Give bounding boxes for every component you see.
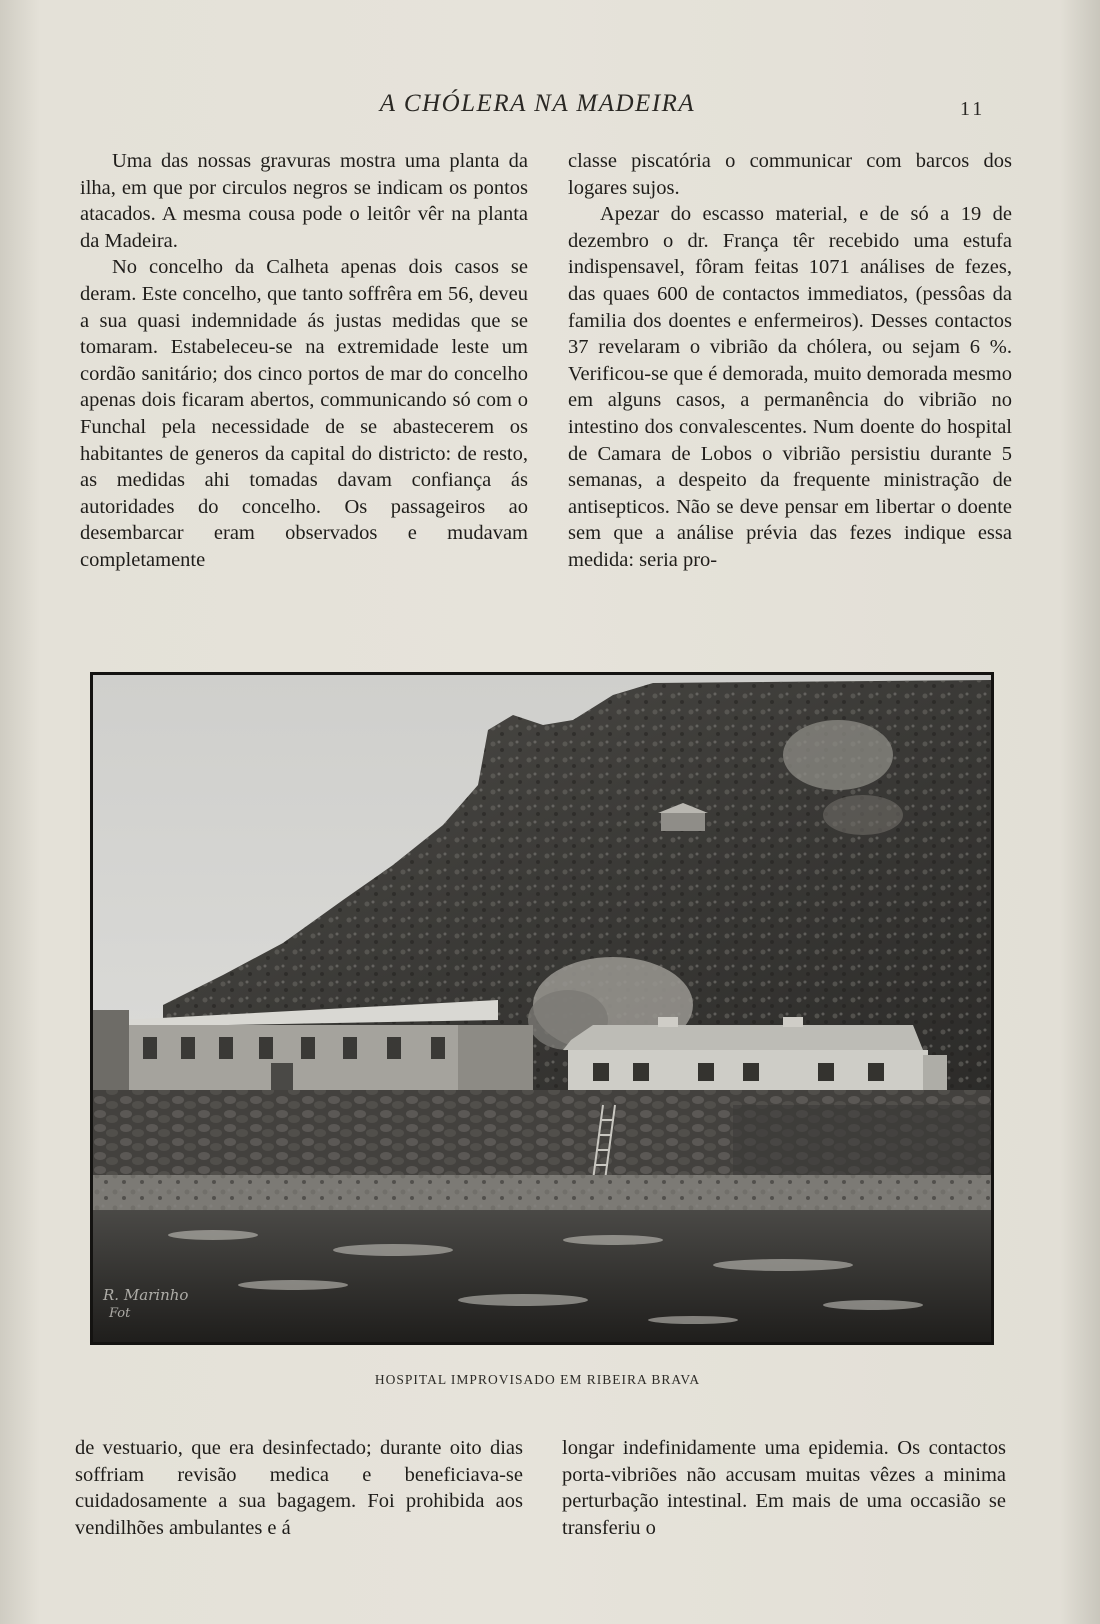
svg-text:Fot: Fot <box>109 1306 131 1321</box>
hospital-photograph <box>90 672 994 1345</box>
paragraph: de vestuario, que era desinfectado; durante oito dias soffriam revisão medica e beneficiava-se cuidadosamente a sua bagagem. Foi prohibida aos vendilhões ambulantes e á <box>75 1437 523 1539</box>
page-number: 11 <box>960 98 986 120</box>
river <box>93 1210 991 1342</box>
text-column-bottom-left <box>75 1435 523 1541</box>
photographer-signature: R. Marinho <box>103 1286 189 1304</box>
figure-caption: HOSPITAL IMPROVISADO EM RIBEIRA BRAVA <box>374 1372 701 1387</box>
text-column-bottom-right <box>562 1435 1006 1541</box>
text-column-top-right <box>568 148 1012 574</box>
paragraph: No concelho da Calheta apenas dois casos se deram. Este concelho, que tanto soffrêra em 56, deveu a sua quasi indemnidade ás justas medidas que se tomaram. Estabeleceu-se na extremidade leste um cordão sanitário; dos cinco portos de mar do concelho apenas dois ficaram abertos, communicando só com o Funchal pela necessidade de se abastecerem os habitantes de generos da capital do districto: de resto, as medidas ahi tomadas davam confiança ás autoridades do concelho. Os passageiros ao desembarcar eram observados e mudavam completamente <box>80 256 528 571</box>
tree-on-slope <box>783 720 893 790</box>
paragraph: Uma das nossas gravuras mostra uma planta da ilha, em que por circulos negros se indicam os pontos atacados. A mesma cousa pode o leitôr vêr na planta da Madeira. <box>80 150 528 252</box>
paragraph: Apezar do escasso material, e de só a 19 de dezembro o dr. França têr recebido uma estufa indispensavel, fôram feitas 1071 análises de fezes, das quaes 600 de contactos immediatos, (pessôas da familia dos doentes e enfermeiros). Desses contactos 37 revelaram o vibrião da chólera, ou sejam 6 %. Verificou-se que é demorada, muito demorada mesmo em alguns casos, a permanência do vibrião no intestino dos convalescentes. Num doente do hospital de Camara de Lobos o vibrião persistiu durante 5 semanas, a despeito da frequente ministração de antisepticos. Não se deve pensar em libertar o doente sem que a análise prévia das fezes indique essa medida: seria pro- <box>568 203 1012 571</box>
paragraph: longar indefinidamente uma epidemia. Os contactos porta-vibriões não accusam muitas vêzes a minima perturbação intestinal. Em mais de uma occasião se transferiu o <box>562 1437 1006 1539</box>
page-title: A CHÓLERA NA MADEIRA <box>379 90 696 117</box>
text-column-top-left <box>80 148 528 574</box>
paragraph: classe piscatória o communicar com barcos dos logares sujos. <box>568 150 1012 199</box>
